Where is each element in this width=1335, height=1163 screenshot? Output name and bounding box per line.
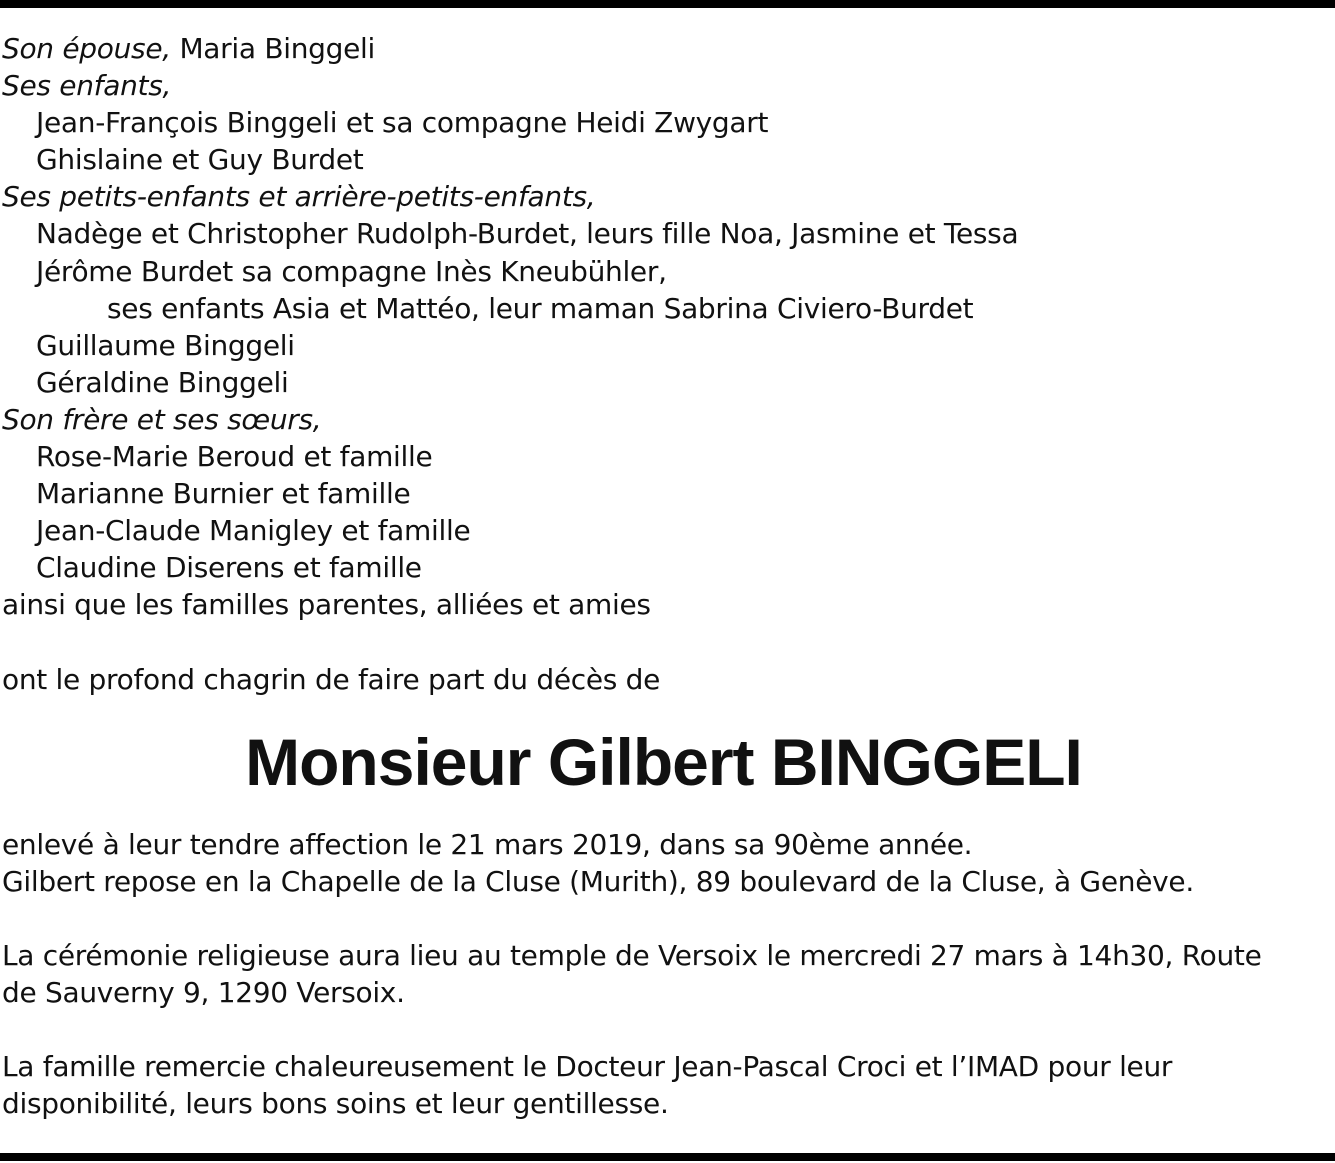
ceremony-line: de Sauverny 9, 1290 Versoix. [2,976,405,1010]
resting-line: Gilbert repose en la Chapelle de la Cluse (Murith), 89 boulevard de la Cluse, à Genève. [2,864,1194,898]
passing-paragraph [2,826,1335,900]
sibling-name: Rose-Marie Beroud et famille [36,440,433,474]
child-name: Jean-François Binggeli et sa compagne Heidi Zwygart [36,106,769,140]
announcement-text: ont le profond chagrin de faire part du décès de [2,662,661,696]
top-rule [0,0,1335,8]
sibling-name: Jean-Claude Manigley et famille [36,514,471,548]
sibling-name: Marianne Burnier et famille [36,477,411,511]
sibling-name: Claudine Diserens et famille [36,551,422,585]
family-closing: ainsi que les familles parentes, alliées et amies [2,588,651,622]
spacer [2,900,1335,937]
spacer [2,624,1335,661]
passing-line: enlevé à leur tendre affection le 21 mars 2019, dans sa 90ème année. [2,827,973,861]
spouse-line [2,30,1335,67]
spacer [2,1011,1335,1048]
siblings-heading: Son frère et ses sœurs, [2,402,322,436]
thanks-line: La famille remercie chaleureusement le Docteur Jean-Pascal Croci et l’IMAD pour leur [2,1050,1173,1084]
grandchild-line: Géraldine Binggeli [36,365,289,399]
child-name: Ghislaine et Guy Burdet [36,143,364,177]
bottom-rule [0,1153,1335,1161]
children-heading: Ses enfants, [2,69,172,103]
grandchild-line: Guillaume Binggeli [36,328,295,362]
thanks-line: disponibilité, leurs bons soins et leur gentillesse. [2,1087,669,1121]
obituary-notice [2,30,1335,1122]
ceremony-line: La cérémonie religieuse aura lieu au temple de Versoix le mercredi 27 mars à 14h30, Route [2,938,1262,972]
spouse-name: Maria Binggeli [179,32,375,65]
ceremony-paragraph [2,937,1335,1011]
grandchild-line: ses enfants Asia et Mattéo, leur maman Sabrina Civiero-Burdet [107,291,974,325]
thanks-paragraph [2,1048,1335,1122]
spouse-heading: Son épouse, [2,32,171,65]
grandchild-line: Nadège et Christopher Rudolph-Burdet, leurs fille Noa, Jasmine et Tessa [36,217,1019,251]
grandchildren-heading: Ses petits-enfants et arrière-petits-enfants, [2,180,596,214]
deceased-name: Monsieur Gilbert BINGGELI [245,724,1082,799]
grandchild-line: Jérôme Burdet sa compagne Inès Kneubühler, [36,254,667,288]
